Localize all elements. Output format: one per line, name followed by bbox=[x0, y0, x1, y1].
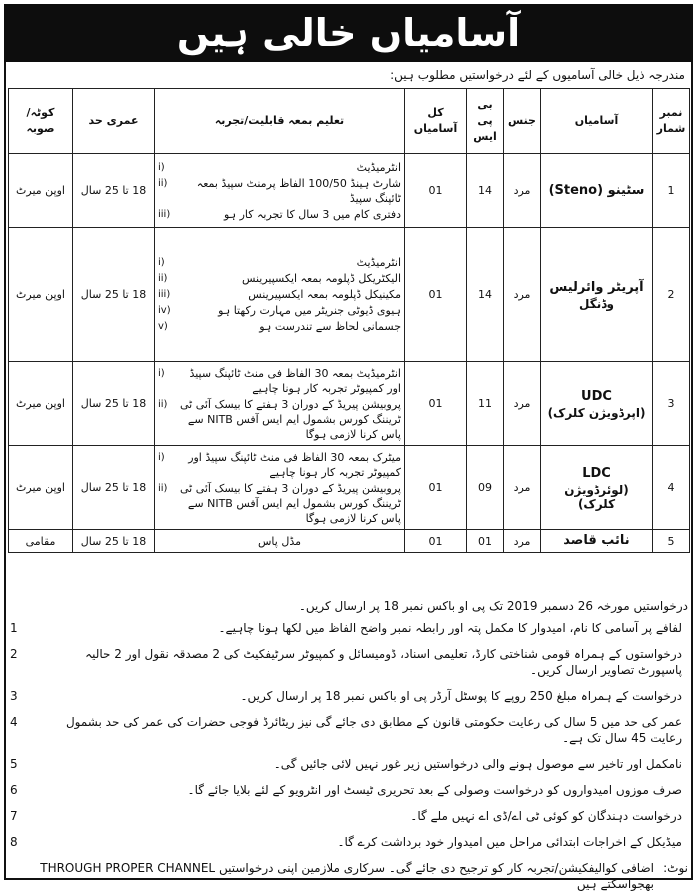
cell-qualification bbox=[155, 446, 405, 530]
cell-total: 01 bbox=[405, 228, 467, 362]
cell-qualification bbox=[155, 228, 405, 362]
qualification-text: دفتری کام میں 3 سال کا تجربہ کار ہو bbox=[223, 207, 401, 221]
header-serial: نمبر شمار bbox=[653, 89, 690, 154]
header-bps: بی پی ایس bbox=[467, 89, 504, 154]
table-row bbox=[9, 446, 690, 530]
note bbox=[10, 860, 688, 892]
cell-post bbox=[541, 446, 653, 530]
instruction-item bbox=[10, 834, 688, 850]
note-label: نوٹ: bbox=[663, 861, 688, 875]
qualification-item bbox=[158, 534, 401, 549]
cell-qualification bbox=[155, 362, 405, 446]
qualification-item bbox=[158, 207, 401, 222]
cell-quota: اوپن میرٹ bbox=[9, 362, 73, 446]
cell-gender: مرد bbox=[504, 362, 541, 446]
cell-serial: 2 bbox=[653, 228, 690, 362]
qualification-number: iv) bbox=[158, 305, 171, 316]
qualification-number: ii) bbox=[158, 273, 168, 284]
instruction-item bbox=[10, 646, 688, 678]
qualification-item bbox=[158, 319, 401, 334]
header-post: آسامیاں bbox=[541, 89, 653, 154]
post-name: UDC bbox=[581, 388, 612, 404]
qualification-number: iii) bbox=[158, 208, 171, 220]
instruction-number: 6 bbox=[10, 783, 18, 797]
cell-gender: مرد bbox=[504, 446, 541, 530]
qualification-text: مڈل پاس bbox=[258, 534, 301, 548]
instruction-text: نامکمل اور تاخیر سے موصول ہونے والی درخواستیں زیر غور نہیں لائی جائیں گی۔ bbox=[273, 757, 682, 771]
cell-serial: 4 bbox=[653, 446, 690, 530]
instruction-item bbox=[10, 620, 688, 636]
cell-quota: مقامی bbox=[9, 530, 73, 553]
qualification-item bbox=[158, 160, 401, 175]
qualification-number: ii) bbox=[158, 482, 168, 494]
cell-age: 18 تا 25 سال bbox=[73, 362, 155, 446]
qualification-text: مکینیکل ڈپلومہ بمعہ ایکسپیرینس bbox=[248, 288, 401, 301]
qualification-text: انٹرمیڈیٹ bbox=[356, 160, 401, 174]
cell-gender: مرد bbox=[504, 154, 541, 228]
cell-bps: 09 bbox=[467, 446, 504, 530]
cell-qualification bbox=[155, 154, 405, 228]
instruction-item bbox=[10, 688, 688, 704]
instruction-text: درخواستوں کے ہمراہ قومی شناختی کارڈ، تعلیمی اسناد، ڈومیسائل و کمپیوٹر سرٹیفکیٹ کی 2 مصدقہ نقول اور 2 حالیہ پاسپورٹ تصاویر ارسال کریں۔ bbox=[85, 647, 682, 677]
cell-gender: مرد bbox=[504, 530, 541, 553]
instruction-number: 5 bbox=[10, 757, 18, 771]
post-subtitle: وڈنگل bbox=[579, 296, 614, 311]
table-row bbox=[9, 362, 690, 446]
table-row bbox=[9, 228, 690, 362]
qualification-item bbox=[158, 271, 401, 286]
table-row bbox=[9, 530, 690, 553]
cell-bps: 11 bbox=[467, 362, 504, 446]
instruction-number: 7 bbox=[10, 809, 18, 823]
cell-serial: 3 bbox=[653, 362, 690, 446]
cell-total: 01 bbox=[405, 154, 467, 228]
instruction-number: 4 bbox=[10, 715, 18, 729]
cell-post bbox=[541, 530, 653, 553]
page-title: آسامیاں خالی ہیں bbox=[176, 11, 521, 55]
cell-quota: اوپن میرٹ bbox=[9, 446, 73, 530]
cell-gender: مرد bbox=[504, 228, 541, 362]
instruction-number: 3 bbox=[10, 689, 18, 703]
qualification-text: شارٹ ہینڈ 100/50 الفاظ پرمنٹ سپیڈ بمعہ ٹائپنگ سپیڈ bbox=[196, 176, 401, 205]
qualification-text: الیکٹریکل ڈپلومہ بمعہ ایکسپیرینس bbox=[241, 272, 401, 285]
qualification-number: iii) bbox=[158, 289, 171, 300]
qualification-item bbox=[158, 366, 401, 396]
title-banner bbox=[4, 4, 693, 62]
qualification-number: i) bbox=[158, 257, 165, 268]
qualification-item bbox=[158, 176, 401, 206]
cell-age: 18 تا 25 سال bbox=[73, 530, 155, 553]
qualification-number: ii) bbox=[158, 177, 168, 189]
header-gender: جنس bbox=[504, 89, 541, 154]
qualification-number: i) bbox=[158, 367, 165, 379]
cell-total: 01 bbox=[405, 446, 467, 530]
instructions-section bbox=[10, 598, 688, 892]
qualification-item bbox=[158, 481, 401, 526]
cell-bps: 14 bbox=[467, 228, 504, 362]
cell-age: 18 تا 25 سال bbox=[73, 228, 155, 362]
instruction-text: صرف موزوں امیدواروں کو درخواست وصولی کے بعد تحریری ٹیسٹ اور انٹرویو کے لئے بلایا جائے گا۔ bbox=[187, 783, 682, 797]
qualification-item bbox=[158, 287, 401, 302]
cell-quota: اوپن میرٹ bbox=[9, 228, 73, 362]
post-name: نائب قاصد bbox=[563, 533, 630, 548]
table-body bbox=[9, 154, 690, 553]
intro-text: مندرجہ ذیل خالی آسامیوں کے لئے درخواستیں مطلوب ہیں: bbox=[390, 68, 685, 82]
cell-post bbox=[541, 154, 653, 228]
qualification-text: پروبیشن پیریڈ کے دوران 3 ہفتے کا بیسک آئی ٹی ٹریننگ کورس بشمول ایم ایس آفس NITB سے پاس کرنا لازمی ہوگا bbox=[179, 481, 401, 525]
qualification-text: انٹرمیڈیٹ بمعہ 30 الفاظ فی منٹ ٹائپنگ سپیڈ اور کمپیوٹر تجربہ کار ہونا چاہیے bbox=[189, 366, 401, 395]
qualification-number: v) bbox=[158, 321, 168, 332]
instruction-item bbox=[10, 714, 688, 746]
header-total: کل آسامیاں bbox=[405, 89, 467, 154]
instruction-text: عمر کی حد میں 5 سال کی رعایت حکومتی قانون کے مطابق دی جائے گی نیز ریٹائرڈ فوجی حضرات کی عمر کی حد بشمول رعایت 45 سال تک ہے۔ bbox=[65, 715, 682, 745]
cell-age: 18 تا 25 سال bbox=[73, 154, 155, 228]
instruction-item bbox=[10, 756, 688, 772]
post-subtitle: (اپرڈویژن کلرک) bbox=[547, 405, 646, 420]
qualification-text: انٹرمیڈیٹ bbox=[356, 256, 401, 269]
qualification-text: ہیوی ڈیوٹی جنریٹر میں مہارت رکھتا ہو bbox=[218, 304, 401, 317]
qualification-item bbox=[158, 255, 401, 270]
qualification-item bbox=[158, 303, 401, 318]
cell-quota: اوپن میرٹ bbox=[9, 154, 73, 228]
instruction-number: 8 bbox=[10, 835, 18, 849]
qualification-number: ii) bbox=[158, 398, 168, 410]
qualification-item bbox=[158, 450, 401, 480]
cell-post bbox=[541, 228, 653, 362]
cell-bps: 01 bbox=[467, 530, 504, 553]
instruction-item bbox=[10, 782, 688, 798]
instruction-text: میڈیکل کے اخراجات ابتدائی مراحل میں امیدوار خود برداشت کرے گا۔ bbox=[337, 835, 682, 849]
header-quota: کوٹہ/ صوبہ bbox=[9, 89, 73, 154]
instruction-number: 2 bbox=[10, 647, 18, 661]
qualification-number: i) bbox=[158, 161, 165, 173]
qualification-text: جسمانی لحاظ سے تندرست ہو bbox=[259, 320, 401, 333]
qualification-item bbox=[158, 397, 401, 442]
cell-serial: 1 bbox=[653, 154, 690, 228]
table-row bbox=[9, 154, 690, 228]
post-subtitle: (لوئرڈویژن کلرک) bbox=[564, 482, 629, 511]
qualification-text: میٹرک بمعہ 30 الفاظ فی منٹ ٹائپنگ سپیڈ اور کمپیوٹر تجربہ کار ہونا چاہیے bbox=[188, 450, 401, 479]
instruction-number: 1 bbox=[10, 621, 18, 635]
post-name: آپریٹر وائرلیس bbox=[549, 279, 644, 295]
post-name: سٹینو (Steno) bbox=[548, 182, 645, 198]
qualification-text: پروبیشن پیریڈ کے دوران 3 ہفتے کا بیسک آئی ٹی ٹریننگ کورس بشمول ایم ایس آفس NITB سے پاس کرنا لازمی ہوگا bbox=[179, 397, 401, 441]
header-qualification: تعلیم بمعہ قابلیت/تجربہ bbox=[155, 89, 405, 154]
vacancies-table bbox=[8, 88, 690, 553]
instruction-text: درخواست دہندگان کو کوئی ٹی اے/ڈی اے نہیں ملے گا۔ bbox=[410, 809, 682, 823]
qualification-number: i) bbox=[158, 451, 165, 463]
cell-total: 01 bbox=[405, 362, 467, 446]
post-name: LDC bbox=[582, 465, 611, 481]
cell-age: 18 تا 25 سال bbox=[73, 446, 155, 530]
table-header-row bbox=[9, 89, 690, 154]
instructions-header: درخواستیں مورخہ 26 دسمبر 2019 تک پی او باکس نمبر 18 پر ارسال کریں۔ bbox=[298, 599, 688, 613]
note-text: اضافی کوالیفکیشن/تجربہ کار کو ترجیح دی جائے گی۔ سرکاری ملازمین اپنی درخواستیں THROUGH PROPER CHANNEL بھجواسکتے ہیں bbox=[40, 861, 654, 891]
header-age: عمری حد bbox=[73, 89, 155, 154]
instruction-text: لفافے پر آسامی کا نام، امیدوار کا مکمل پتہ اور رابطہ نمبر واضح الفاظ میں لکھا ہونا چاہیے۔ bbox=[218, 621, 682, 635]
cell-bps: 14 bbox=[467, 154, 504, 228]
cell-qualification bbox=[155, 530, 405, 553]
cell-post bbox=[541, 362, 653, 446]
instruction-item bbox=[10, 808, 688, 824]
cell-total: 01 bbox=[405, 530, 467, 553]
cell-serial: 5 bbox=[653, 530, 690, 553]
instructions-list bbox=[10, 620, 688, 850]
instruction-text: درخواست کے ہمراہ مبلغ 250 روپے کا پوسٹل آرڈر پی او باکس نمبر 18 پر ارسال کریں۔ bbox=[240, 689, 682, 703]
